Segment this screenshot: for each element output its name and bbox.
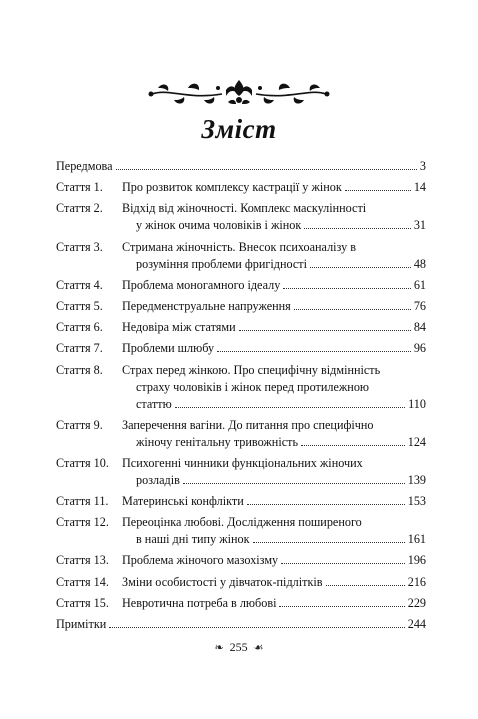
right-ornament-icon: ☙	[253, 642, 264, 654]
toc-entry-title: розладів	[136, 472, 180, 487]
toc-page-number: 48	[413, 256, 426, 271]
dot-leader	[175, 407, 405, 408]
toc-entry-number: Стаття 1.	[56, 180, 103, 195]
toc-entry-number: Стаття 6.	[56, 320, 103, 335]
toc-page-number: 124	[407, 434, 426, 449]
toc-entry-title: Материнські конфлікти	[122, 494, 244, 509]
toc-page-number: 196	[407, 553, 426, 568]
dot-leader	[109, 627, 404, 628]
toc-entry-title: Переоцінка любові. Дослідження поширеного	[122, 515, 362, 530]
toc-page-number: 31	[413, 218, 426, 233]
page-footer	[0, 640, 478, 655]
toc-page-number: 244	[407, 617, 426, 631]
toc-entry-number: Стаття 10.	[56, 455, 109, 470]
toc-entry-title: Примітки	[56, 617, 107, 631]
dot-leader	[294, 309, 411, 310]
toc-entry-title: Психогенні чинники функціональних жіночих	[122, 455, 363, 470]
page-title: Зміст	[201, 114, 277, 144]
dot-leader	[283, 288, 411, 289]
dot-leader	[279, 606, 404, 607]
toc-entry-title: розуміння проблеми фригідності	[136, 256, 307, 271]
toc-page-number: 76	[413, 298, 426, 313]
toc-entry-number: Стаття 4.	[56, 277, 103, 292]
toc-entry-title: Зміни особистості у дівчаток-підлітків	[122, 574, 323, 589]
toc-entry-number: Стаття 3.	[56, 239, 103, 254]
toc-entry-title: страху чоловіків і жінок перед протилежною	[136, 379, 370, 394]
toc-entry-number: Стаття 8.	[56, 362, 103, 377]
toc-entry[interactable]	[56, 158, 426, 175]
toc-page-number: 161	[407, 532, 426, 547]
toc-entry[interactable]	[56, 455, 426, 489]
toc-entry-number: Стаття 11.	[56, 494, 109, 509]
toc-entry-number: Стаття 2.	[56, 201, 103, 216]
toc-page-number: 139	[407, 472, 426, 487]
dot-leader	[247, 504, 405, 505]
toc-page-number: 14	[413, 180, 426, 195]
toc-entry-title: Передменструальне напруження	[122, 298, 291, 313]
toc-page-number: 84	[413, 320, 426, 335]
toc-entry-title: жіночу генітальну тривожність	[136, 434, 299, 449]
toc-entry-title: Про розвиток комплексу кастрації у жінок	[122, 180, 342, 195]
toc-entry[interactable]	[56, 239, 426, 273]
toc-page-number: 153	[407, 494, 426, 509]
toc-page-number: 110	[408, 396, 426, 411]
toc-page-number: 61	[413, 277, 426, 292]
toc-page-number: 3	[419, 159, 426, 173]
toc-entry-title: Стримана жіночність. Внесок психоаналізу в	[122, 239, 356, 254]
toc-entry-title: Відхід від жіночності. Комплекс маскулінності	[122, 201, 367, 216]
toc-entry[interactable]	[56, 616, 426, 633]
left-ornament-icon: ❧	[214, 642, 224, 654]
toc-entry-number: Стаття 7.	[56, 341, 103, 356]
toc-entry-number: Стаття 14.	[56, 574, 109, 589]
toc-entry-number: Стаття 9.	[56, 417, 103, 432]
toc-entry[interactable]	[56, 595, 426, 612]
toc-entry-title: Страх перед жінкою. Про специфічну відмінність	[122, 362, 381, 377]
toc-entry[interactable]	[56, 514, 426, 548]
toc-entry[interactable]	[56, 298, 426, 315]
toc-page-number: 96	[413, 341, 426, 356]
toc-entry-title: Проблема жіночого мазохізму	[122, 553, 279, 568]
floral-vignette-icon	[148, 76, 330, 110]
toc-page-number: 216	[407, 574, 426, 589]
toc-entry-title: Передмова	[56, 159, 113, 173]
toc-entry[interactable]	[56, 362, 426, 413]
toc-entry[interactable]	[56, 417, 426, 451]
toc-entry-number: Стаття 15.	[56, 595, 109, 610]
page-number: 255	[229, 640, 248, 654]
dot-leader	[304, 228, 411, 229]
toc-entry-title: Невротична потреба в любові	[122, 595, 277, 610]
toc-entry[interactable]	[56, 179, 426, 196]
toc-entry-title: Заперечення вагіни. До питання про специфічно	[122, 417, 374, 432]
toc-entry[interactable]	[56, 277, 426, 294]
table-of-contents	[56, 158, 426, 637]
toc-entry-title: в наші дні типу жінок	[136, 532, 250, 547]
toc-page-number: 229	[407, 595, 426, 610]
dot-leader	[301, 445, 405, 446]
dot-leader	[116, 169, 417, 170]
toc-entry-title: Проблеми шлюбу	[122, 341, 215, 356]
dot-leader	[217, 351, 411, 352]
toc-entry[interactable]	[56, 552, 426, 569]
toc-entry[interactable]	[56, 200, 426, 234]
toc-entry-title: Недовіра між статями	[122, 320, 236, 335]
toc-entry-title: у жінок очима чоловіків і жінок	[136, 218, 302, 233]
dot-leader	[239, 330, 411, 331]
dot-leader	[310, 267, 411, 268]
toc-entry-title: Проблема моногамного ідеалу	[122, 277, 281, 292]
toc-entry[interactable]	[56, 574, 426, 591]
toc-entry-title: статтю	[136, 396, 172, 411]
toc-entry-number: Стаття 5.	[56, 298, 103, 313]
dot-leader	[253, 542, 405, 543]
toc-entry[interactable]	[56, 319, 426, 336]
dot-leader	[345, 190, 411, 191]
toc-entry-number: Стаття 13.	[56, 553, 109, 568]
dot-leader	[183, 483, 405, 484]
dot-leader	[281, 563, 405, 564]
toc-entry[interactable]	[56, 340, 426, 357]
dot-leader	[326, 585, 405, 586]
toc-entry-number: Стаття 12.	[56, 515, 109, 530]
toc-entry[interactable]	[56, 493, 426, 510]
